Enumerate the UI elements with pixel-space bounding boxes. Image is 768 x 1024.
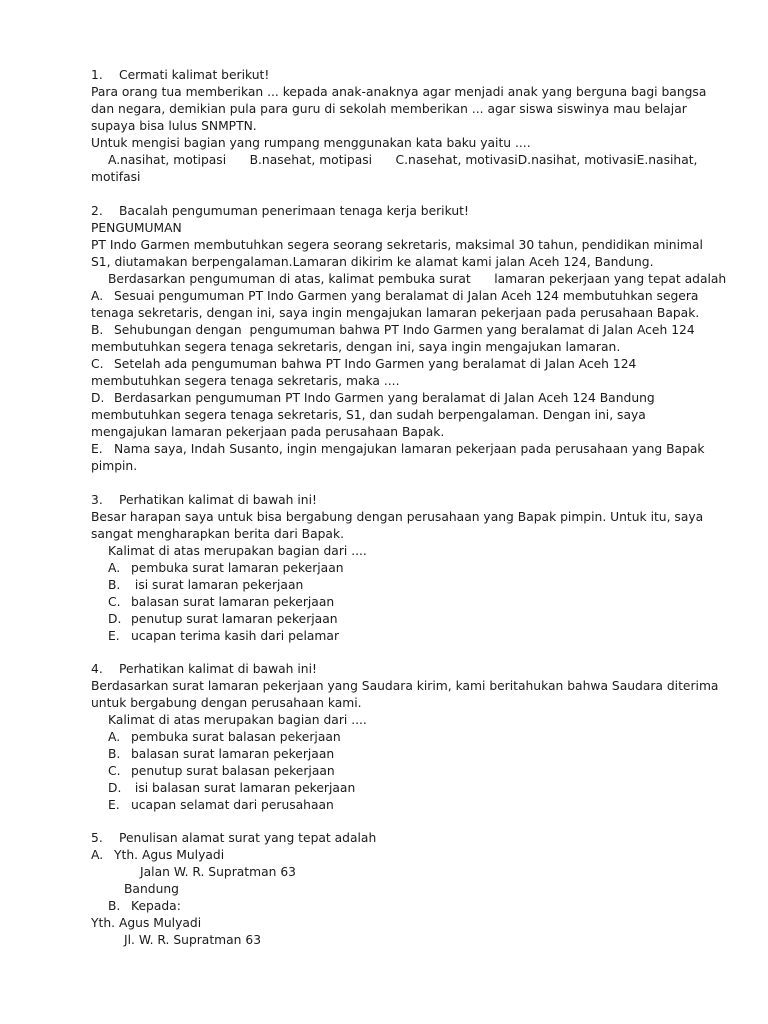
q3-instruction: Perhatikan kalimat di bawah ini! [119,493,317,507]
q2-option-d-cont: mengajukan lamaran pekerjaan pada perusahaan Bapak. [91,425,445,439]
q3-option-d [108,611,338,628]
q2-option-b [91,322,695,339]
q4-option-b [108,746,334,763]
option-text: isi surat lamaran pekerjaan [131,578,304,592]
option-text: penutup surat balasan pekerjaan [131,764,335,778]
option-letter: C. [108,764,121,778]
q2-heading: PENGUMUMAN [91,221,182,235]
q3-header [91,492,317,509]
option-letter: A. [108,730,121,744]
q4-option-e [108,797,334,814]
q1-question: Untuk mengisi bagian yang rumpang menggunakan kata baku yaitu .... [91,136,531,150]
option-text: ucapan selamat dari perusahaan [131,798,334,812]
q1-number: 1. [91,68,103,82]
q2-number: 2. [91,204,103,218]
q2-question: Berdasarkan pengumuman di atas, kalimat pembuka surat lamaran pekerjaan yang tepat adalah [108,272,727,286]
q2-option-c-cont: membutuhkan segera tenaga sekretaris, maka .... [91,374,400,388]
q3-option-a [108,560,344,577]
option-text: Berdasarkan pengumuman PT Indo Garmen yang beralamat di Jalan Aceh 124 Bandung [114,391,655,405]
q3-option-c [108,594,334,611]
q1-passage-line: Para orang tua memberikan ... kepada anak-anaknya agar menjadi anak yang berguna bagi bangsa [91,85,707,99]
q1-options-cont: motifasi [91,170,141,184]
option-letter: C. [91,357,104,371]
option-text: isi balasan surat lamaran pekerjaan [131,781,356,795]
address-street: Jalan W. R. Supratman 63 [140,865,296,879]
q2-option-c [91,356,636,373]
q4-passage-line: Berdasarkan surat lamaran pekerjaan yang Saudara kirim, kami beritahukan bahwa Saudara diterima [91,679,719,693]
q4-option-c [108,763,335,780]
q2-instruction: Bacalah pengumuman penerimaan tenaga kerja berikut! [119,204,469,218]
q5-question: Penulisan alamat surat yang tepat adalah [119,831,377,845]
q1-options: A.nasihat, motipasi B.nasehat, motipasi C.nasehat, motivasiD.nasihat, motivasiE.nasihat, [108,153,698,167]
option-letter: C. [108,595,121,609]
option-letter: B. [108,578,121,592]
q3-option-e [108,628,339,645]
option-text: Sehubungan dengan pengumuman bahwa PT Indo Garmen yang beralamat di Jalan Aceh 124 [114,323,695,337]
q3-number: 3. [91,493,103,507]
q1-header [91,67,269,84]
option-text: balasan surat lamaran pekerjaan [131,747,335,761]
option-letter: A. [91,289,104,303]
q1-passage-line: dan negara, demikian pula para guru di sekolah memberikan ... agar siswa siswinya mau belajar [91,102,687,116]
option-letter: B. [91,323,104,337]
address-name: Yth. Agus Mulyadi [114,848,225,862]
q3-passage-line: sangat mengharapkan berita dari Bapak. [91,527,344,541]
option-letter: D. [108,781,122,795]
q5-number: 5. [91,831,103,845]
q2-option-a [91,288,698,305]
q2-option-b-cont: membutuhkan segera tenaga sekretaris, dengan ini, saya ingin mengajukan lamaran. [91,340,621,354]
option-text: pembuka surat lamaran pekerjaan [131,561,344,575]
option-text: Nama saya, Indah Susanto, ingin mengajukan lamaran pekerjaan pada perusahaan yang Bapak [114,442,705,456]
q2-header [91,203,469,220]
q4-question: Kalimat di atas merupakan bagian dari .... [108,713,367,727]
q4-header [91,661,317,678]
q4-number: 4. [91,662,103,676]
q2-passage-line: S1, diutamakan berpengalaman.Lamaran dikirim ke alamat kami jalan Aceh 124, Bandung. [91,255,654,269]
option-text: pembuka surat balasan pekerjaan [131,730,341,744]
option-text: ucapan terima kasih dari pelamar [131,629,339,643]
q3-passage-line: Besar harapan saya untuk bisa bergabung dengan perusahaan yang Bapak pimpin. Untuk itu, saya [91,510,704,524]
option-text: Setelah ada pengumuman bahwa PT Indo Garmen yang beralamat di Jalan Aceh 124 [114,357,637,371]
q2-option-e-cont: pimpin. [91,459,138,473]
option-letter: A. [108,561,121,575]
option-letter: B. [108,899,121,913]
address-street: Jl. W. R. Supratman 63 [124,933,262,947]
q3-question: Kalimat di atas merupakan bagian dari .... [108,544,367,558]
q1-instruction: Cermati kalimat berikut! [119,68,270,82]
q4-passage-line: untuk bergabung dengan perusahaan kami. [91,696,362,710]
option-letter: B. [108,747,121,761]
q1-passage-line: supaya bisa lulus SNMPTN. [91,119,257,133]
option-letter: E. [91,442,103,456]
q2-option-d-cont: membutuhkan segera tenaga sekretaris, S1, dan sudah berpengalaman. Dengan ini, saya [91,408,646,422]
q2-option-a-cont: tenaga sekretaris, dengan ini, saya ingin mengajukan lamaran pekerjaan pada perusahaan Bapak. [91,306,700,320]
option-text: balasan surat lamaran pekerjaan [131,595,335,609]
option-text: Sesuai pengumuman PT Indo Garmen yang beralamat di Jalan Aceh 124 membutuhkan segera [114,289,699,303]
option-letter: E. [108,629,120,643]
address-city: Bandung [124,882,179,896]
address-name: Yth. Agus Mulyadi [91,916,202,930]
option-letter: D. [91,391,105,405]
option-letter: E. [108,798,120,812]
address-label: Kepada: [131,899,181,913]
q2-option-e [91,441,705,458]
option-letter: D. [108,612,122,626]
q4-instruction: Perhatikan kalimat di bawah ini! [119,662,317,676]
option-letter: A. [91,848,104,862]
q4-option-d [108,780,355,797]
q5-option-b [108,898,181,915]
q3-option-b [108,577,303,594]
q2-passage-line: PT Indo Garmen membutuhkan segera seorang sekretaris, maksimal 30 tahun, pendidikan minimal [91,238,703,252]
q5-header [91,830,376,847]
option-text: penutup surat lamaran pekerjaan [131,612,338,626]
q2-option-d [91,390,655,407]
q5-option-a [91,847,224,864]
q4-option-a [108,729,341,746]
